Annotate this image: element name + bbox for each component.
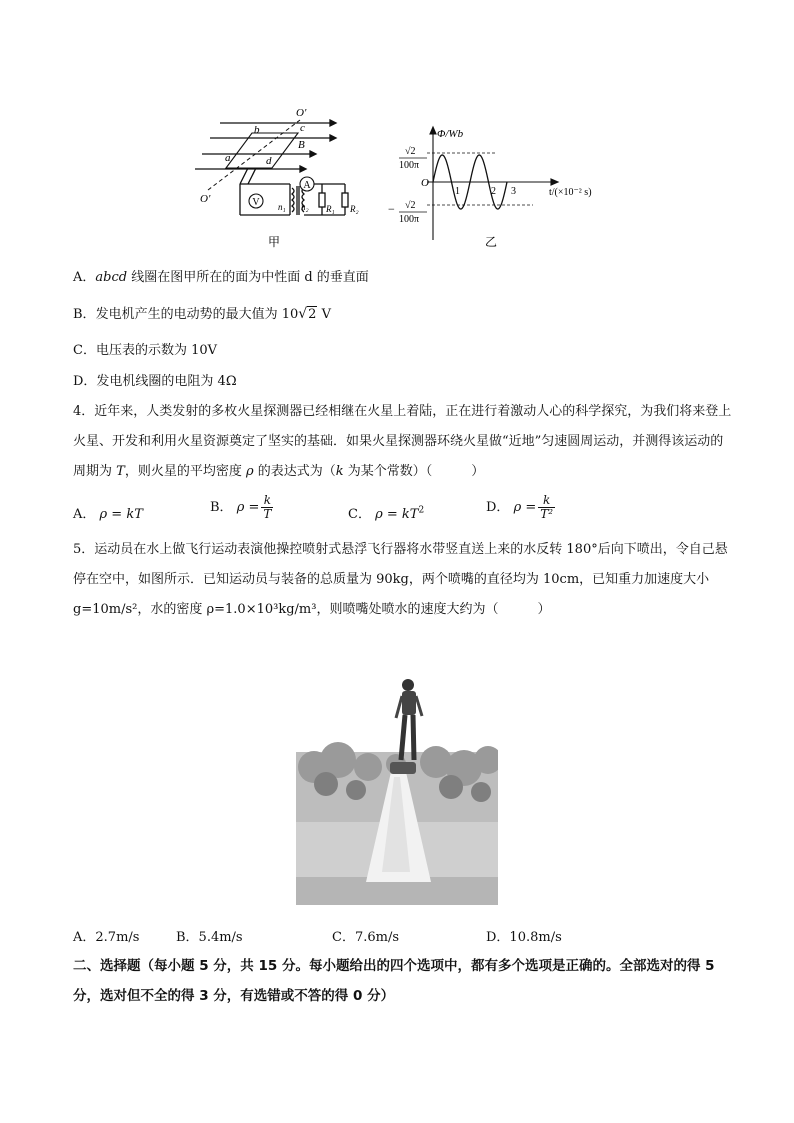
figure-yi-flux-graph <box>385 120 645 250</box>
neg-amp-numerator: √2 <box>405 200 416 211</box>
figure-yi-caption: 乙 <box>485 235 498 249</box>
q3-option-b: B．发电机产生的电动势的最大值为 10√2 V <box>73 306 331 322</box>
label-d: d <box>266 155 272 167</box>
q5-option-a: A．2.7m/s <box>73 930 140 945</box>
label-b-field: B <box>298 139 305 151</box>
x-tick-2: 2 <box>491 186 496 197</box>
q3-option-c: C．电压表的示数为 10V <box>73 343 218 358</box>
section-2-heading: 二、选择题（每小题 5 分，共 15 分。每小题给出的四个选项中，都有多个选项是正确的。全部选对的得 5 分，选对但不全的得 3 分，有选错或不答的得 0 分） <box>73 958 715 1004</box>
pos-amp-numerator: √2 <box>405 146 416 157</box>
q4-option-d: D． ρ = $\frac{k}{\text{T²}}$ <box>486 493 554 521</box>
ammeter-label: A <box>303 180 311 191</box>
question-4: 4．近年来，人类发射的多枚火星探测器已经相继在火星上着陆，正在进行着激动人心的科学探究，为我们将来登上火星、开发和利用火星资源奠定了坚实的基础．如果火星探测器环绕火星做“近地”匀速圆周运动，并测得该运动的周期为 T，则火星的平均密度 ρ 的表达式为（k 为某个常数）（ ） <box>73 404 732 479</box>
label-a: a <box>225 152 231 164</box>
label-c: c <box>300 122 305 134</box>
question-5: 5．运动员在水上做飞行运动表演他操控喷射式悬浮飞行器将水带竖直送上来的水反转 180°后向下喷出，令自己悬停在空中，如图所示．已知运动员与装备的总质量为 90kg，两个喷嘴的直径均为 10cm，已知重力加速度大小 g=10m/s²，水的密度 ρ=1.0×10³kg/m³，则喷嘴处喷水的速度大约为（ ） <box>73 542 728 617</box>
figure-jia-caption: 甲 <box>268 235 281 249</box>
label-o-prime-bottom: O' <box>200 193 211 205</box>
label-b: b <box>254 124 260 136</box>
x-tick-1: 1 <box>455 186 460 197</box>
x-tick-3: 3 <box>511 186 516 197</box>
label-n2: n₂ <box>301 202 309 212</box>
figure-jia-generator-circuit <box>190 100 370 252</box>
label-n1: n₁ <box>278 202 286 212</box>
neg-amp-denominator: 100π <box>399 214 420 225</box>
jetpack-flyer-photo <box>296 672 498 905</box>
label-r2: R₂ <box>350 204 359 214</box>
pos-amp-denominator: 100π <box>399 160 420 171</box>
q3-option-a: A．abcd 线圈在图甲所在的面为中性面 d 的垂直面 <box>73 270 369 285</box>
neg-sign: − <box>388 202 395 216</box>
voltmeter-label: V <box>252 197 260 208</box>
q5-option-b: B．5.4m/s <box>176 930 243 945</box>
q3-option-d: D．发电机线圈的电阻为 4Ω <box>73 374 237 389</box>
label-r1: R₁ <box>326 204 335 214</box>
q4-option-b: B． ρ = $\frac{k}{T}$ <box>210 493 272 521</box>
q5-option-c: C．7.6m/s <box>332 930 399 945</box>
q4-option-a: A． ρ = kT <box>73 507 143 522</box>
q5-option-d: D．10.8m/s <box>486 930 562 945</box>
q4-option-c: C． $\rho = kT^2$ <box>348 505 425 522</box>
label-o-prime-top: O' <box>296 107 307 119</box>
y-axis-label: Φ/Wb <box>437 128 464 140</box>
origin-label: O <box>421 177 429 189</box>
x-axis-label: t/(×10⁻² s) <box>549 187 592 198</box>
